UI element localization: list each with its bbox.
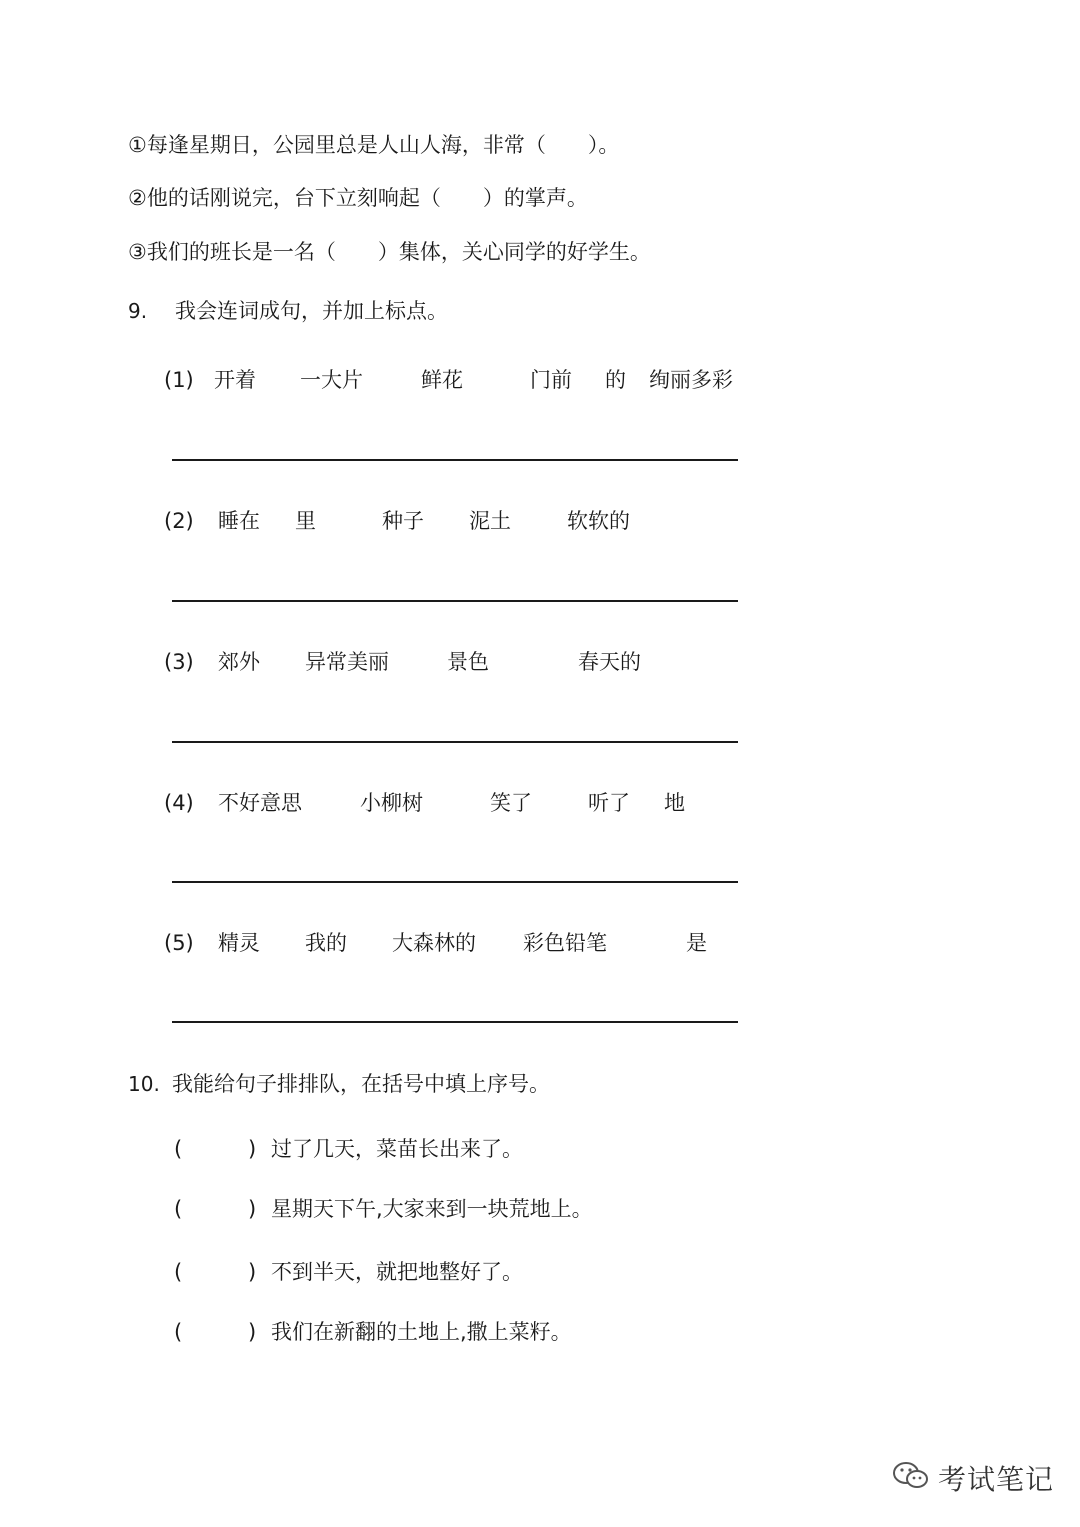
word-tile: 绚丽多彩	[649, 368, 733, 392]
word-tile: 听了	[588, 791, 630, 815]
word-tile: 春天的	[578, 650, 641, 674]
word-tile: 鲜花	[421, 368, 463, 392]
open-paren: (	[174, 1137, 183, 1161]
item-label: (2)	[164, 509, 194, 533]
word-tile: 笑了	[490, 791, 532, 815]
fill-sentence-3: ③我们的班长是一名（ ）集体，关心同学的好学生。	[128, 240, 651, 264]
wechat-icon	[892, 1460, 930, 1496]
answer-line[interactable]	[172, 1021, 738, 1023]
item-label: (3)	[164, 650, 194, 674]
answer-line[interactable]	[172, 459, 738, 461]
word-tile: 景色	[447, 650, 489, 674]
word-tile: 软软的	[567, 509, 630, 533]
item-label: (4)	[164, 791, 194, 815]
watermark-text: 考试笔记	[938, 1463, 1055, 1496]
word-tile: 开着	[214, 368, 256, 392]
item-label: (1)	[164, 368, 194, 392]
answer-line[interactable]	[172, 881, 738, 883]
question-10-number: 10.	[128, 1072, 160, 1096]
order-blank[interactable]	[194, 1135, 244, 1163]
q9-item-3	[164, 648, 864, 676]
question-9-number: 9.	[128, 299, 148, 323]
word-tile: 小柳树	[360, 791, 423, 815]
open-paren: (	[174, 1197, 183, 1221]
word-tile: 郊外	[218, 650, 260, 674]
word-tile: 门前	[530, 368, 572, 392]
order-sentence: 不到半天，就把地整好了。	[271, 1260, 523, 1284]
item-label: (5)	[164, 931, 194, 955]
word-tile: 地	[664, 791, 685, 815]
order-item-1	[174, 1135, 774, 1163]
word-tile: 彩色铅笔	[523, 931, 607, 955]
word-tile: 不好意思	[218, 791, 302, 815]
q9-item-1	[164, 366, 864, 394]
order-sentence: 星期天下午,大家来到一块荒地上。	[271, 1197, 593, 1221]
q9-item-4	[164, 789, 864, 817]
order-item-3	[174, 1258, 774, 1286]
open-paren: (	[174, 1260, 183, 1284]
answer-line[interactable]	[172, 741, 738, 743]
question-10-title: 我能给句子排排队，在括号中填上序号。	[172, 1072, 550, 1096]
word-tile: 睡在	[218, 509, 260, 533]
order-blank[interactable]	[194, 1195, 244, 1223]
word-tile: 精灵	[218, 931, 260, 955]
close-paren: )	[248, 1137, 257, 1161]
order-sentence: 我们在新翻的土地上,撒上菜籽。	[271, 1320, 572, 1344]
answer-line[interactable]	[172, 600, 738, 602]
watermark	[892, 1458, 1054, 1498]
q9-item-2	[164, 507, 864, 535]
fill-sentence-1: ①每逢星期日，公园里总是人山人海，非常（ ）。	[128, 133, 620, 157]
question-9-title: 我会连词成句，并加上标点。	[175, 299, 448, 323]
close-paren: )	[248, 1320, 257, 1344]
order-blank[interactable]	[194, 1318, 244, 1346]
word-tile: 大森林的	[392, 931, 476, 955]
order-sentence: 过了几天，菜苗长出来了。	[271, 1137, 523, 1161]
order-item-4	[174, 1318, 774, 1346]
word-tile: 我的	[305, 931, 347, 955]
order-blank[interactable]	[194, 1258, 244, 1286]
order-item-2	[174, 1195, 774, 1223]
word-tile: 种子	[382, 509, 424, 533]
word-tile: 是	[686, 931, 707, 955]
close-paren: )	[248, 1260, 257, 1284]
word-tile: 一大片	[300, 368, 363, 392]
open-paren: (	[174, 1320, 183, 1344]
word-tile: 的	[605, 368, 626, 392]
close-paren: )	[248, 1197, 257, 1221]
word-tile: 里	[295, 509, 316, 533]
word-tile: 泥土	[469, 509, 511, 533]
q9-item-5	[164, 929, 864, 957]
fill-sentence-2: ②他的话刚说完，台下立刻响起（ ）的掌声。	[128, 186, 588, 210]
word-tile: 异常美丽	[305, 650, 389, 674]
